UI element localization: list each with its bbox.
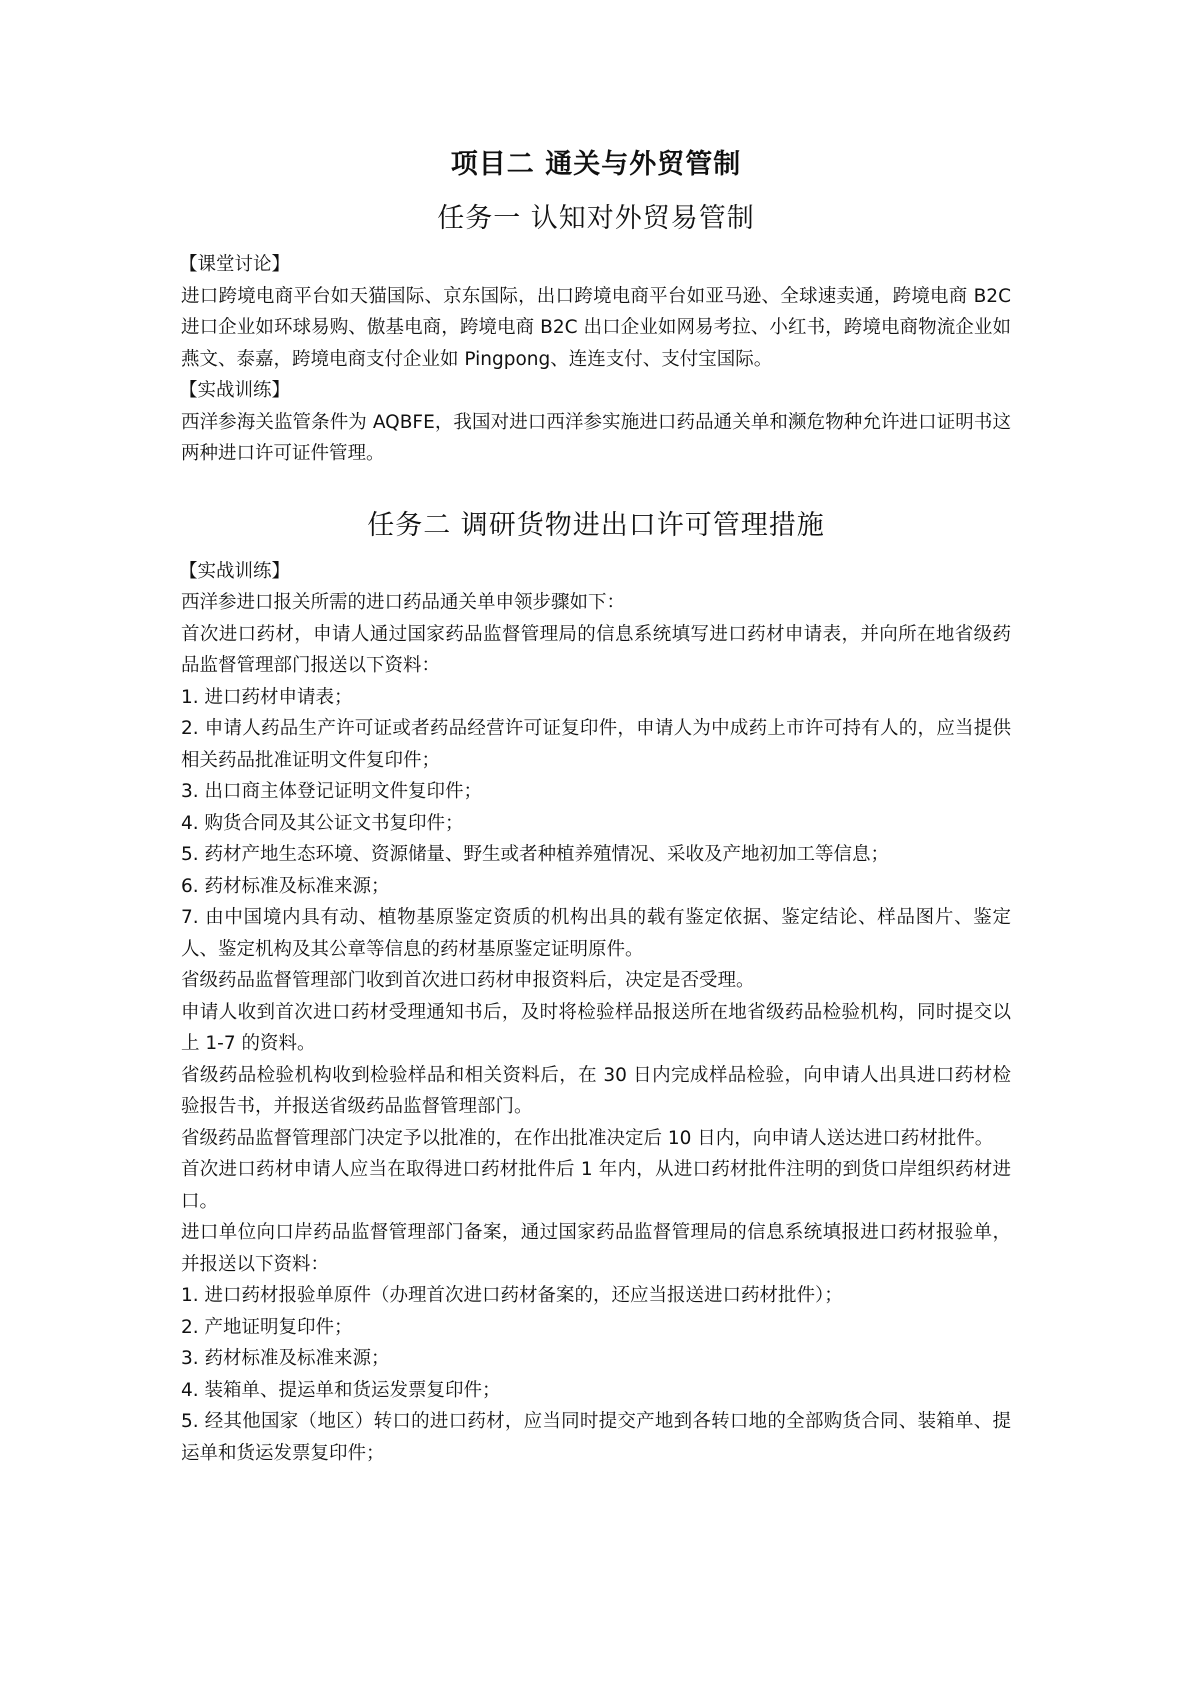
practical-training-tag-2: 【实战训练】 <box>179 560 291 582</box>
list-item: 6. 药材标准及标准来源； <box>181 875 390 897</box>
paragraph: 西洋参进口报关所需的进口药品通关单申领步骤如下： <box>181 592 626 613</box>
list-item: 2. 产地证明复印件； <box>181 1316 353 1338</box>
project-title: 项目二 通关与外贸管制 <box>450 149 742 180</box>
task1-title: 任务一 认知对外贸易管制 <box>437 203 755 234</box>
paragraph: 省级药品监督管理部门收到首次进口药材申报资料后，决定是否受理。 <box>181 970 755 991</box>
paragraph: 省级药品检验机构收到检验样品和相关资料后，在 30 日内完成样品检验，向申请人出具进口药材检验报告书，并报送省级药品监督管理部门。 <box>181 1064 1011 1117</box>
task2-body <box>181 587 1011 1469</box>
paragraph: 省级药品监督管理部门决定予以批准的，在作出批准决定后 10 日内，向申请人送达进口药材批件。 <box>181 1127 994 1149</box>
classroom-discussion-tag: 【课堂讨论】 <box>179 254 291 275</box>
paragraph: 进口单位向口岸药品监督管理部门备案，通过国家药品监督管理局的信息系统填报进口药材报验单，并报送以下资料： <box>181 1222 1011 1275</box>
list-item: 4. 购货合同及其公证文书复印件； <box>181 812 464 834</box>
task2-title: 任务二 调研货物进出口许可管理措施 <box>367 509 825 541</box>
paragraph: 申请人收到首次进口药材受理通知书后，及时将检验样品报送所在地省级药品检验机构，同时提交以上 1-7 的资料。 <box>181 1001 1011 1054</box>
list-item: 4. 装箱单、提运单和货运发票复印件； <box>181 1379 501 1401</box>
practical-training-tag-1: 【实战训练】 <box>179 380 291 401</box>
classroom-discussion-text: 进口跨境电商平台如天猫国际、京东国际，出口跨境电商平台如亚马逊、全球速卖通，跨境电商 B2C 进口企业如环球易购、傲基电商，跨境电商 B2C 出口企业如网易考拉、小红书，跨境电商物流企业如燕文、泰嘉，跨境电商支付企业如 Pingpong、连连支付、支付宝国际。 <box>181 285 1011 370</box>
list-item: 5. 药材产地生态环境、资源储量、野生或者种植养殖情况、采收及产地初加工等信息； <box>181 844 890 865</box>
list-item: 7. 由中国境内具有动、植物基原鉴定资质的机构出具的载有鉴定依据、鉴定结论、样品图片、鉴定人、鉴定机构及其公章等信息的药材基原鉴定证明原件。 <box>181 907 1011 960</box>
practical-training-text-1: 西洋参海关监管条件为 AQBFE，我国对进口西洋参实施进口药品通关单和濒危物种允许进口证明书这两种进口许可证件管理。 <box>181 411 1011 464</box>
list-item: 3. 药材标准及标准来源； <box>181 1348 390 1369</box>
paragraph: 首次进口药材申请人应当在取得进口药材批件后 1 年内，从进口药材批件注明的到货口岸组织药材进口。 <box>181 1159 1011 1212</box>
list-item: 2. 申请人药品生产许可证或者药品经营许可证复印件，申请人为中成药上市许可持有人的，应当提供相关药品批准证明文件复印件； <box>181 718 1011 771</box>
list-item: 3. 出口商主体登记证明文件复印件； <box>181 781 483 802</box>
paragraph: 首次进口药材，申请人通过国家药品监督管理局的信息系统填写进口药材申请表，并向所在地省级药品监督管理部门报送以下资料： <box>181 623 1011 676</box>
list-item: 1. 进口药材报验单原件（办理首次进口药材备案的，还应当报送进口药材批件）； <box>181 1285 843 1306</box>
list-item: 1. 进口药材申请表； <box>181 686 353 708</box>
list-item: 5. 经其他国家（地区）转口的进口药材，应当同时提交产地到各转口地的全部购货合同、装箱单、提运单和货运发票复印件； <box>181 1411 1011 1464</box>
document-content <box>181 145 1011 1469</box>
